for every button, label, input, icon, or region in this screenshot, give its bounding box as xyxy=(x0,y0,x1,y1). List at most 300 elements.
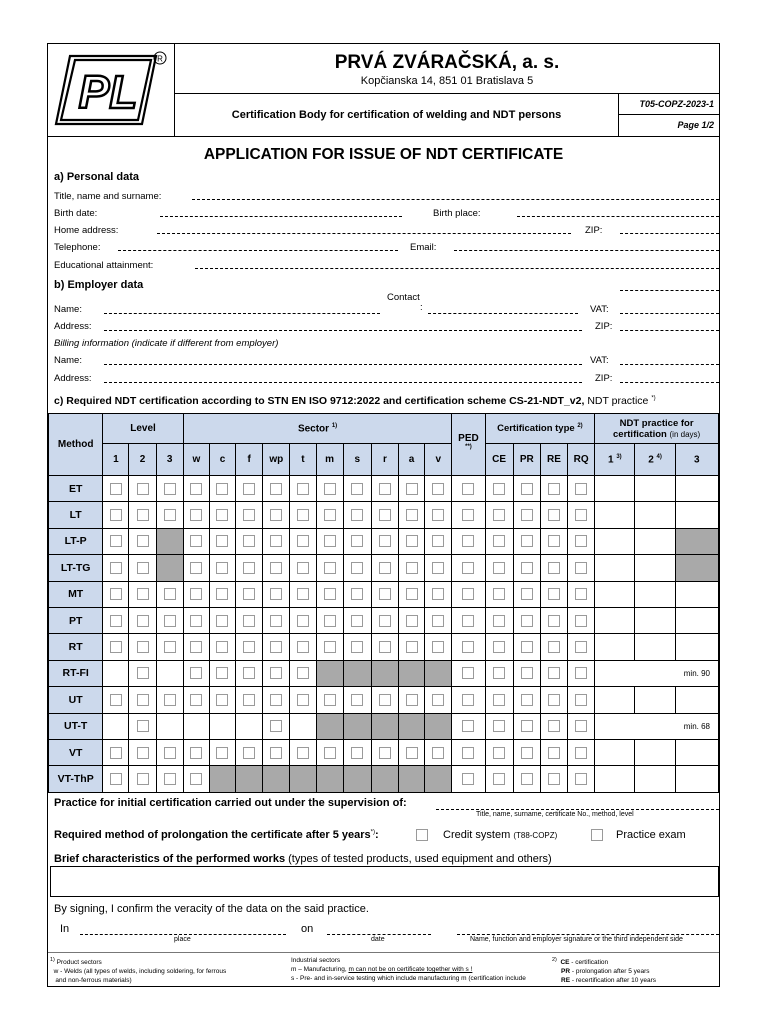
vt-thp-cert-pr-checkbox[interactable] xyxy=(521,773,533,785)
billing-vat-field[interactable] xyxy=(620,364,719,365)
lt-level-1-checkbox[interactable] xyxy=(110,509,122,521)
disabled-cell xyxy=(316,660,343,686)
rt-practice-3[interactable] xyxy=(675,634,718,660)
ut-practice-1[interactable] xyxy=(595,687,635,713)
et-level-1-checkbox[interactable] xyxy=(110,483,122,495)
rt-level-2-checkbox[interactable] xyxy=(137,641,149,653)
lt-p-level-2-checkbox[interactable] xyxy=(137,535,149,547)
rt-fi-sector-t-checkbox[interactable] xyxy=(297,667,309,679)
rt-sector-m-checkbox[interactable] xyxy=(324,641,336,653)
mt-cert-pr-checkbox[interactable] xyxy=(521,588,533,600)
et-ped-checkbox[interactable] xyxy=(462,483,474,495)
lt-sector-w-checkbox[interactable] xyxy=(190,509,202,521)
vt-level-3-checkbox[interactable] xyxy=(164,747,176,759)
rt-sector-a-checkbox[interactable] xyxy=(406,641,418,653)
lt-tg-sector-f-checkbox[interactable] xyxy=(243,562,255,574)
rt-fi-cert-ce-checkbox[interactable] xyxy=(493,667,505,679)
col-practice-unit: (in days) xyxy=(669,429,701,439)
vt-sector-v-checkbox[interactable] xyxy=(432,747,444,759)
zip-field[interactable] xyxy=(620,233,719,234)
lt-p-sector-c-checkbox[interactable] xyxy=(216,535,228,547)
vt-thp-sector-w-checkbox[interactable] xyxy=(190,773,202,785)
lt-sector-r-checkbox[interactable] xyxy=(379,509,391,521)
pt-cert-pr-checkbox[interactable] xyxy=(521,615,533,627)
vt-thp-practice-3[interactable] xyxy=(675,766,718,792)
lt-tg-sector-m-checkbox[interactable] xyxy=(324,562,336,574)
pt-sector-wp-checkbox[interactable] xyxy=(270,615,282,627)
rt-fi-sector-wp-checkbox[interactable] xyxy=(270,667,282,679)
et-practice-1[interactable] xyxy=(595,476,635,502)
et-cert-ce-checkbox[interactable] xyxy=(493,483,505,495)
mt-level-1-checkbox[interactable] xyxy=(110,588,122,600)
billing-address-field[interactable] xyxy=(104,382,582,383)
fn1-title: Product sectors xyxy=(56,959,102,967)
vt-practice-3[interactable] xyxy=(675,739,718,765)
vat-field[interactable] xyxy=(620,313,719,314)
table-row xyxy=(49,634,719,660)
lt-p-sector-wp-checkbox[interactable] xyxy=(270,535,282,547)
fn2-re-text: - recertification after 10 years xyxy=(571,977,657,985)
et-level-3-checkbox[interactable] xyxy=(164,483,176,495)
et-sector-m-checkbox[interactable] xyxy=(324,483,336,495)
lt-tg-sector-c-checkbox[interactable] xyxy=(216,562,228,574)
mt-cert-re-checkbox[interactable] xyxy=(548,588,560,600)
table-row xyxy=(49,713,719,739)
rt-level-3-checkbox[interactable] xyxy=(164,641,176,653)
level-col-1: 1 xyxy=(103,444,129,476)
rt-cert-ce-checkbox[interactable] xyxy=(493,641,505,653)
lt-p-sector-a-checkbox[interactable] xyxy=(406,535,418,547)
pt-level-1-checkbox[interactable] xyxy=(110,615,122,627)
disabled-cell xyxy=(209,766,235,792)
rt-fi-cert-pr-checkbox[interactable] xyxy=(521,667,533,679)
signature-field[interactable] xyxy=(457,934,719,935)
disabled-cell xyxy=(398,713,424,739)
rt-cert-re-checkbox[interactable] xyxy=(548,641,560,653)
ut-t-ped-checkbox[interactable] xyxy=(462,720,474,732)
vt-level-2-checkbox[interactable] xyxy=(137,747,149,759)
rt-sector-w-checkbox[interactable] xyxy=(190,641,202,653)
method-name: RT xyxy=(49,634,103,660)
billing-zip-field[interactable] xyxy=(620,382,719,383)
lt-tg-sector-wp-checkbox[interactable] xyxy=(270,562,282,574)
rt-sector-s-checkbox[interactable] xyxy=(351,641,363,653)
disabled-cell xyxy=(371,713,398,739)
ut-cert-ce-checkbox[interactable] xyxy=(493,694,505,706)
lt-p-level-1-checkbox[interactable] xyxy=(110,535,122,547)
vt-sector-r-checkbox[interactable] xyxy=(379,747,391,759)
rt-fi-cert-rq-checkbox[interactable] xyxy=(575,667,587,679)
lt-tg-sector-v-checkbox[interactable] xyxy=(432,562,444,574)
lt-cert-rq-checkbox[interactable] xyxy=(575,509,587,521)
pt-cert-re-checkbox[interactable] xyxy=(548,615,560,627)
et-sector-w-checkbox[interactable] xyxy=(190,483,202,495)
disabled-cell xyxy=(343,766,371,792)
pt-sector-r-checkbox[interactable] xyxy=(379,615,391,627)
vt-thp-cert-rq-checkbox[interactable] xyxy=(575,773,587,785)
rt-sector-c-checkbox[interactable] xyxy=(216,641,228,653)
email-field[interactable] xyxy=(454,250,719,251)
pt-sector-c-checkbox[interactable] xyxy=(216,615,228,627)
vt-sector-wp-checkbox[interactable] xyxy=(270,747,282,759)
et-sector-c-checkbox[interactable] xyxy=(216,483,228,495)
footnote-industrial-sectors xyxy=(291,956,526,983)
company-block xyxy=(175,44,719,94)
rt-practice-2[interactable] xyxy=(635,634,675,660)
ut-level-2-checkbox[interactable] xyxy=(137,694,149,706)
method-name: LT-TG xyxy=(49,555,103,581)
et-practice-3[interactable] xyxy=(675,476,718,502)
employer-address-field[interactable] xyxy=(104,330,582,331)
et-sector-a-checkbox[interactable] xyxy=(406,483,418,495)
lt-tg-level-1-checkbox[interactable] xyxy=(110,562,122,574)
mt-sector-v-checkbox[interactable] xyxy=(432,588,444,600)
lt-ped-checkbox[interactable] xyxy=(462,509,474,521)
vt-cert-re-checkbox[interactable] xyxy=(548,747,560,759)
lt-level-3-checkbox[interactable] xyxy=(164,509,176,521)
rt-sector-r-checkbox[interactable] xyxy=(379,641,391,653)
fn2-mark: 2) xyxy=(552,957,557,963)
billing-name-field[interactable] xyxy=(104,364,582,365)
table-row xyxy=(49,739,719,765)
et-level-2-checkbox[interactable] xyxy=(137,483,149,495)
rt-cert-pr-checkbox[interactable] xyxy=(521,641,533,653)
lt-practice-1[interactable] xyxy=(595,502,635,528)
mt-practice-3[interactable] xyxy=(675,581,718,607)
education-field[interactable] xyxy=(195,268,719,269)
vt-thp-ped-checkbox[interactable] xyxy=(462,773,474,785)
place-field[interactable] xyxy=(80,934,286,935)
vt-sector-f-checkbox[interactable] xyxy=(243,747,255,759)
lt-p-sector-r-checkbox[interactable] xyxy=(379,535,391,547)
home-address-field[interactable] xyxy=(157,233,571,234)
et-cert-re-checkbox[interactable] xyxy=(548,483,560,495)
vt-sector-c-checkbox[interactable] xyxy=(216,747,228,759)
rt-fi-sector-w-checkbox[interactable] xyxy=(190,667,202,679)
method-name: MT xyxy=(49,581,103,607)
vt-thp-cert-ce-checkbox[interactable] xyxy=(493,773,505,785)
practice-min: min. 90 xyxy=(595,660,719,686)
lt-level-2-checkbox[interactable] xyxy=(137,509,149,521)
ut-practice-3[interactable] xyxy=(675,687,718,713)
pt-sector-m-checkbox[interactable] xyxy=(324,615,336,627)
vt-thp-practice-2[interactable] xyxy=(635,766,675,792)
credit-system-checkbox[interactable] xyxy=(416,829,428,841)
rt-fi-ped-checkbox[interactable] xyxy=(462,667,474,679)
mt-sector-r-checkbox[interactable] xyxy=(379,588,391,600)
ut-sector-r-checkbox[interactable] xyxy=(379,694,391,706)
mt-ped-checkbox[interactable] xyxy=(462,588,474,600)
lt-cert-ce-checkbox[interactable] xyxy=(493,509,505,521)
lt-practice-3[interactable] xyxy=(675,502,718,528)
rt-sector-f-checkbox[interactable] xyxy=(243,641,255,653)
lt-tg-practice-1[interactable] xyxy=(595,555,635,581)
lt-tg-level-2-checkbox[interactable] xyxy=(137,562,149,574)
vt-level-1-checkbox[interactable] xyxy=(110,747,122,759)
fn2-re: RE xyxy=(561,977,571,985)
lt-p-sector-m-checkbox[interactable] xyxy=(324,535,336,547)
required-heading-text: c) Required NDT certification according to STN EN ISO 9712:2022 and certification scheme CS-21-NDT_v2, xyxy=(54,395,585,407)
lt-p-cert-pr-checkbox[interactable] xyxy=(521,535,533,547)
ut-t-cert-re-checkbox[interactable] xyxy=(548,720,560,732)
svg-text:PL: PL xyxy=(78,66,138,118)
billing-vat-label: VAT: xyxy=(590,355,609,366)
pt-sector-s-checkbox[interactable] xyxy=(351,615,363,627)
rt-practice-1[interactable] xyxy=(595,634,635,660)
lt-sector-m-checkbox[interactable] xyxy=(324,509,336,521)
title-name-field[interactable] xyxy=(192,199,719,200)
vt-cert-pr-checkbox[interactable] xyxy=(521,747,533,759)
practice-exam-label: Practice exam xyxy=(616,829,686,841)
pt-practice-3[interactable] xyxy=(675,607,718,633)
lt-cert-re-checkbox[interactable] xyxy=(548,509,560,521)
lt-tg-ped-checkbox[interactable] xyxy=(462,562,474,574)
ut-practice-2[interactable] xyxy=(635,687,675,713)
table-row xyxy=(49,528,719,554)
lt-cert-pr-checkbox[interactable] xyxy=(521,509,533,521)
vt-practice-2[interactable] xyxy=(635,739,675,765)
date-hint: date xyxy=(371,936,385,943)
pt-practice-2[interactable] xyxy=(635,607,675,633)
disabled-cell xyxy=(290,766,316,792)
lt-tg-cert-pr-checkbox[interactable] xyxy=(521,562,533,574)
col-cert-type-text: Certification type xyxy=(497,423,575,435)
vt-thp-cert-re-checkbox[interactable] xyxy=(548,773,560,785)
lt-tg-sector-s-checkbox[interactable] xyxy=(351,562,363,574)
ut-sector-s-checkbox[interactable] xyxy=(351,694,363,706)
pt-level-3-checkbox[interactable] xyxy=(164,615,176,627)
rt-fi-sector-f-checkbox[interactable] xyxy=(243,667,255,679)
pt-sector-f-checkbox[interactable] xyxy=(243,615,255,627)
pt-sector-v-checkbox[interactable] xyxy=(432,615,444,627)
col-practice xyxy=(595,414,719,444)
vt-sector-a-checkbox[interactable] xyxy=(406,747,418,759)
mt-sector-f-checkbox[interactable] xyxy=(243,588,255,600)
rt-ped-checkbox[interactable] xyxy=(462,641,474,653)
lt-sector-wp-checkbox[interactable] xyxy=(270,509,282,521)
mt-sector-w-checkbox[interactable] xyxy=(190,588,202,600)
ut-level-1-checkbox[interactable] xyxy=(110,694,122,706)
disabled-cell xyxy=(675,555,718,581)
practice-supervision-hint: Title, name, surname, certificate No., method, level xyxy=(476,811,634,818)
ut-cert-pr-checkbox[interactable] xyxy=(521,694,533,706)
lt-p-cert-re-checkbox[interactable] xyxy=(548,535,560,547)
practice-col-label: 2 xyxy=(648,454,654,466)
lt-p-cert-ce-checkbox[interactable] xyxy=(493,535,505,547)
disabled-cell xyxy=(425,766,452,792)
rt-fi-level-2-checkbox[interactable] xyxy=(137,667,149,679)
ut-sector-wp-checkbox[interactable] xyxy=(270,694,282,706)
vt-practice-1[interactable] xyxy=(595,739,635,765)
vt-sector-t-checkbox[interactable] xyxy=(297,747,309,759)
ut-cert-rq-checkbox[interactable] xyxy=(575,694,587,706)
vt-sector-m-checkbox[interactable] xyxy=(324,747,336,759)
vt-cert-rq-checkbox[interactable] xyxy=(575,747,587,759)
vt-ped-checkbox[interactable] xyxy=(462,747,474,759)
rt-level-1-checkbox[interactable] xyxy=(110,641,122,653)
lt-p-sector-w-checkbox[interactable] xyxy=(190,535,202,547)
sector-col-t: t xyxy=(290,444,316,476)
col-ped xyxy=(452,414,485,476)
et-cert-pr-checkbox[interactable] xyxy=(521,483,533,495)
lt-p-sector-v-checkbox[interactable] xyxy=(432,535,444,547)
lt-sector-a-checkbox[interactable] xyxy=(406,509,418,521)
lt-sector-f-checkbox[interactable] xyxy=(243,509,255,521)
ut-sector-v-checkbox[interactable] xyxy=(432,694,444,706)
page-number: Page 1/2 xyxy=(677,120,714,130)
employer-extra-field[interactable] xyxy=(620,290,719,291)
level-col-2: 2 xyxy=(129,444,156,476)
col-sector-text: Sector xyxy=(297,423,330,435)
ut-t-cert-pr-checkbox[interactable] xyxy=(521,720,533,732)
vt-sector-s-checkbox[interactable] xyxy=(351,747,363,759)
footnote-product-sectors xyxy=(50,956,226,985)
practice-supervision-field[interactable] xyxy=(436,809,719,810)
ut-sector-w-checkbox[interactable] xyxy=(190,694,202,706)
vt-thp-practice-1[interactable] xyxy=(595,766,635,792)
brief-input[interactable] xyxy=(50,866,719,897)
rt-sector-v-checkbox[interactable] xyxy=(432,641,444,653)
lt-sector-c-checkbox[interactable] xyxy=(216,509,228,521)
lt-sector-v-checkbox[interactable] xyxy=(432,509,444,521)
rt-fi-sector-c-checkbox[interactable] xyxy=(216,667,228,679)
ut-t-level-2-checkbox[interactable] xyxy=(137,720,149,732)
mt-sector-c-checkbox[interactable] xyxy=(216,588,228,600)
employer-name-field[interactable] xyxy=(104,313,380,314)
lt-practice-2[interactable] xyxy=(635,502,675,528)
rt-cert-rq-checkbox[interactable] xyxy=(575,641,587,653)
et-sector-r-checkbox[interactable] xyxy=(379,483,391,495)
pt-cert-rq-checkbox[interactable] xyxy=(575,615,587,627)
ut-sector-t-checkbox[interactable] xyxy=(297,694,309,706)
ut-ped-checkbox[interactable] xyxy=(462,694,474,706)
employer-zip-field[interactable] xyxy=(620,330,719,331)
vt-sector-w-checkbox[interactable] xyxy=(190,747,202,759)
lt-tg-cert-ce-checkbox[interactable] xyxy=(493,562,505,574)
mt-level-3-checkbox[interactable] xyxy=(164,588,176,600)
vt-thp-level-2-checkbox[interactable] xyxy=(137,773,149,785)
credit-system-option xyxy=(443,829,557,841)
ut-sector-a-checkbox[interactable] xyxy=(406,694,418,706)
ut-t-sector-wp-checkbox[interactable] xyxy=(270,720,282,732)
mt-sector-a-checkbox[interactable] xyxy=(406,588,418,600)
ut-sector-c-checkbox[interactable] xyxy=(216,694,228,706)
confirm-text: By signing, I confirm the veracity of the data on the said practice. xyxy=(54,903,369,915)
mt-level-2-checkbox[interactable] xyxy=(137,588,149,600)
lt-p-sector-f-checkbox[interactable] xyxy=(243,535,255,547)
mt-cert-rq-checkbox[interactable] xyxy=(575,588,587,600)
sector-col-v: v xyxy=(425,444,452,476)
vt-thp-level-1-checkbox[interactable] xyxy=(110,773,122,785)
lt-p-sector-t-checkbox[interactable] xyxy=(297,535,309,547)
birth-date-field[interactable] xyxy=(160,216,402,217)
lt-p-sector-s-checkbox[interactable] xyxy=(351,535,363,547)
method-name: LT-P xyxy=(49,528,103,554)
lt-tg-sector-t-checkbox[interactable] xyxy=(297,562,309,574)
rt-fi-cert-re-checkbox[interactable] xyxy=(548,667,560,679)
pt-cert-ce-checkbox[interactable] xyxy=(493,615,505,627)
lt-sector-t-checkbox[interactable] xyxy=(297,509,309,521)
ut-sector-f-checkbox[interactable] xyxy=(243,694,255,706)
et-sector-v-checkbox[interactable] xyxy=(432,483,444,495)
mt-practice-2[interactable] xyxy=(635,581,675,607)
pt-sector-a-checkbox[interactable] xyxy=(406,615,418,627)
contact-field[interactable] xyxy=(428,313,578,314)
lt-p-practice-2[interactable] xyxy=(635,528,675,554)
date-field[interactable] xyxy=(327,934,431,935)
lt-tg-sector-w-checkbox[interactable] xyxy=(190,562,202,574)
et-practice-2[interactable] xyxy=(635,476,675,502)
practice-exam-checkbox[interactable] xyxy=(591,829,603,841)
method-name: ET xyxy=(49,476,103,502)
pt-sector-w-checkbox[interactable] xyxy=(190,615,202,627)
ndt-table xyxy=(48,413,719,793)
zip-label: ZIP: xyxy=(585,225,603,236)
billing-zip-label: ZIP: xyxy=(595,373,613,384)
fn1-mark: 1) xyxy=(50,957,55,963)
et-sector-s-checkbox[interactable] xyxy=(351,483,363,495)
ind-line1b: m can not be on certificate together with s ! xyxy=(348,966,473,973)
lt-tg-sector-r-checkbox[interactable] xyxy=(379,562,391,574)
pt-practice-1[interactable] xyxy=(595,607,635,633)
mt-sector-wp-checkbox[interactable] xyxy=(270,588,282,600)
et-sector-f-checkbox[interactable] xyxy=(243,483,255,495)
fn2-ce-text: - certification xyxy=(571,959,609,967)
vt-cert-ce-checkbox[interactable] xyxy=(493,747,505,759)
disabled-cell xyxy=(371,660,398,686)
sector-col-wp: wp xyxy=(263,444,290,476)
mt-sector-s-checkbox[interactable] xyxy=(351,588,363,600)
mt-sector-t-checkbox[interactable] xyxy=(297,588,309,600)
table-row xyxy=(49,660,719,686)
lt-tg-practice-2[interactable] xyxy=(635,555,675,581)
disabled-cell xyxy=(316,766,343,792)
lt-p-ped-checkbox[interactable] xyxy=(462,535,474,547)
prolong-sup: *) xyxy=(370,829,375,836)
company-logo xyxy=(48,44,175,136)
lt-tg-cert-rq-checkbox[interactable] xyxy=(575,562,587,574)
ut-t-cert-ce-checkbox[interactable] xyxy=(493,720,505,732)
ut-t-cert-rq-checkbox[interactable] xyxy=(575,720,587,732)
mt-sector-m-checkbox[interactable] xyxy=(324,588,336,600)
telephone-field[interactable] xyxy=(118,250,398,251)
rt-sector-wp-checkbox[interactable] xyxy=(270,641,282,653)
pt-sector-t-checkbox[interactable] xyxy=(297,615,309,627)
lt-p-practice-1[interactable] xyxy=(595,528,635,554)
lt-tg-sector-a-checkbox[interactable] xyxy=(406,562,418,574)
pt-level-2-checkbox[interactable] xyxy=(137,615,149,627)
ut-level-3-checkbox[interactable] xyxy=(164,694,176,706)
lt-p-cert-rq-checkbox[interactable] xyxy=(575,535,587,547)
vt-thp-level-3-checkbox[interactable] xyxy=(164,773,176,785)
mt-practice-1[interactable] xyxy=(595,581,635,607)
et-sector-wp-checkbox[interactable] xyxy=(270,483,282,495)
rt-sector-t-checkbox[interactable] xyxy=(297,641,309,653)
ut-sector-m-checkbox[interactable] xyxy=(324,694,336,706)
method-name: RT-FI xyxy=(49,660,103,686)
mt-cert-ce-checkbox[interactable] xyxy=(493,588,505,600)
birth-place-field[interactable] xyxy=(517,216,719,217)
ut-cert-re-checkbox[interactable] xyxy=(548,694,560,706)
et-cert-rq-checkbox[interactable] xyxy=(575,483,587,495)
et-sector-t-checkbox[interactable] xyxy=(297,483,309,495)
method-name: UT-T xyxy=(49,713,103,739)
disabled-cell xyxy=(316,713,343,739)
pt-ped-checkbox[interactable] xyxy=(462,615,474,627)
practice-col-label: 3 xyxy=(694,454,700,466)
lt-sector-s-checkbox[interactable] xyxy=(351,509,363,521)
lt-tg-cert-re-checkbox[interactable] xyxy=(548,562,560,574)
